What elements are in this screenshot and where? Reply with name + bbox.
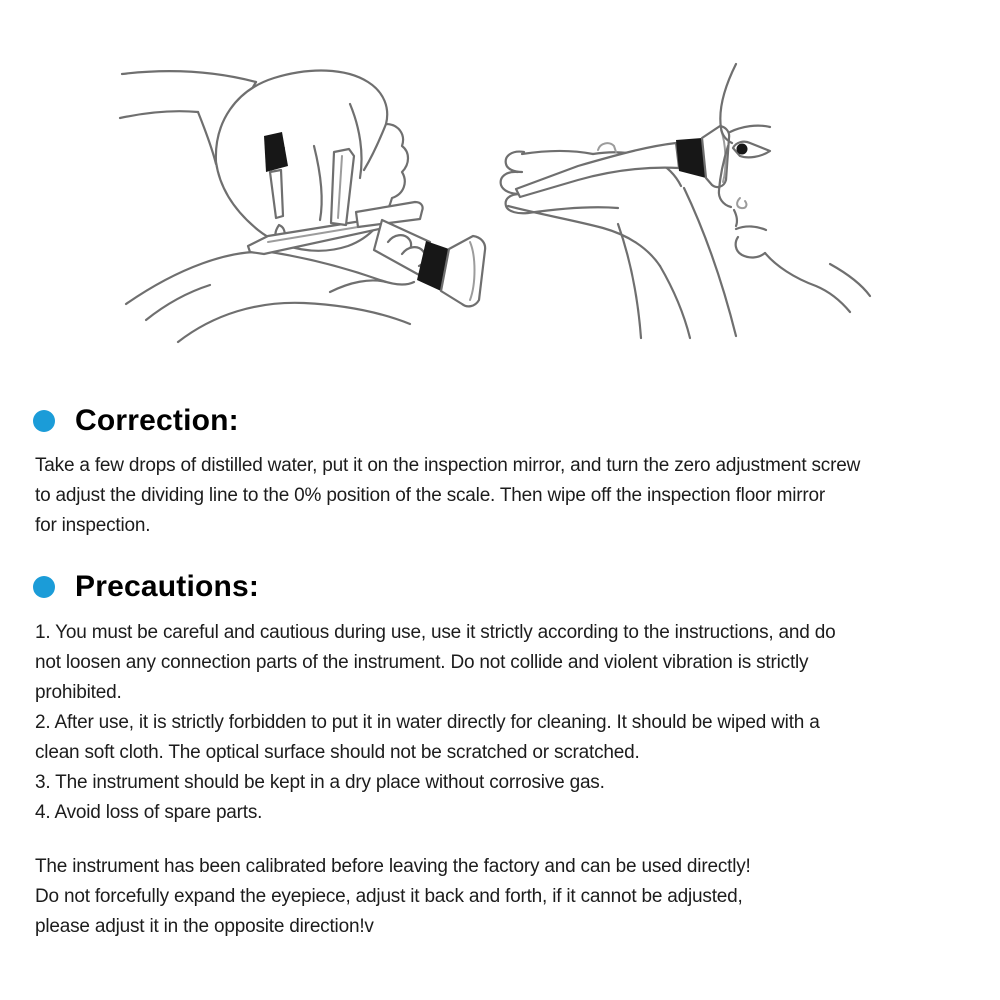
precaution-line: prohibited. [35, 682, 122, 703]
blue-dot-icon [33, 576, 55, 598]
note-line: Do not forcefully expand the eyepiece, adjust it back and forth, if it cannot be adjusted, [35, 886, 743, 907]
blue-dot-icon [33, 410, 55, 432]
precaution-line: 1. You must be careful and cautious during use, use it strictly according to the instructions, and do [35, 622, 836, 643]
correction-line: to adjust the dividing line to the 0% position of the scale. Then wipe off the inspection floor mirror [35, 485, 826, 506]
viewing-illustration [478, 58, 882, 342]
correction-section-header [33, 406, 239, 436]
correction-title: Correction: [75, 404, 239, 437]
correction-paragraph [35, 451, 860, 541]
precaution-line: 3. The instrument should be kept in a dry place without corrosive gas. [35, 772, 605, 793]
correction-line: for inspection. [35, 515, 151, 536]
correction-line: Take a few drops of distilled water, put it on the inspection mirror, and turn the zero adjustment screw [35, 455, 861, 476]
precaution-line: 2. After use, it is strictly forbidden to put it in water directly for cleaning. It should be wiped with a [35, 712, 820, 733]
precautions-title: Precautions: [75, 570, 260, 603]
precaution-line: not loosen any connection parts of the instrument. Do not collide and violent vibration is strictly [35, 652, 809, 673]
calibration-note [35, 852, 751, 942]
dropper-illustration [118, 52, 502, 344]
note-line: please adjust it in the opposite direction!v [35, 916, 374, 937]
precautions-section-header [33, 572, 259, 602]
precaution-line: 4. Avoid loss of spare parts. [35, 802, 263, 823]
precautions-list [35, 618, 835, 828]
note-line: The instrument has been calibrated before leaving the factory and can be used directly! [35, 856, 751, 877]
precaution-line: clean soft cloth. The optical surface should not be scratched or scratched. [35, 742, 640, 763]
